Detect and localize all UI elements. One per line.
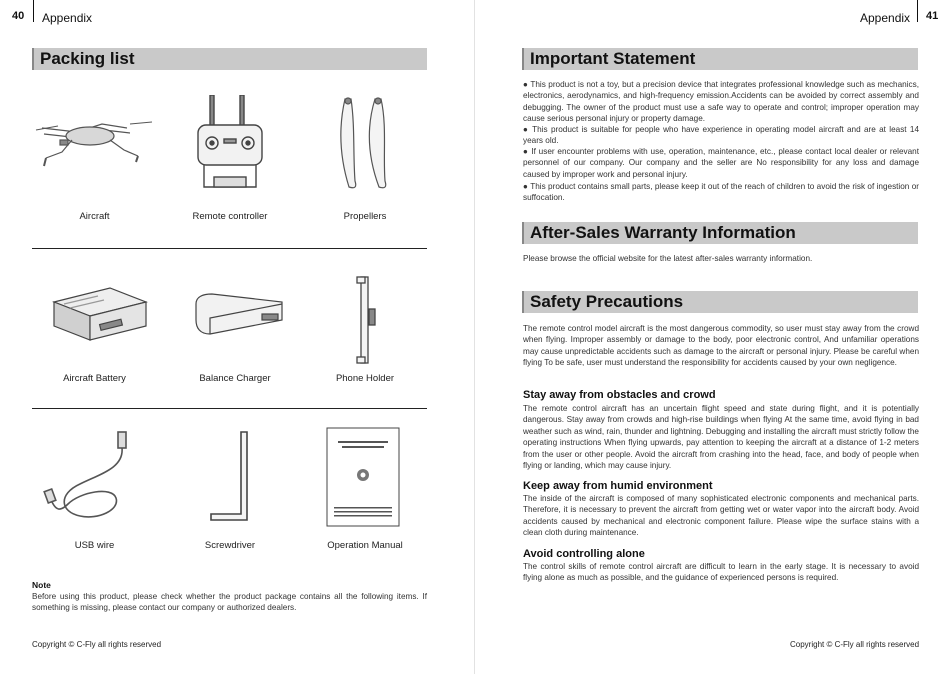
subheading-alone: Avoid controlling alone (523, 548, 645, 560)
header-title: Appendix (860, 11, 911, 25)
subheading-obstacles: Stay away from obstacles and crowd (523, 389, 716, 401)
obstacles-text: The remote control aircraft has an uncertain flight speed and state during flight, and it is potentially dangerous. Stay away from crowds and high-rise buildings when flying At the same time, avoid flying in bad weather such as wind, rain, thunder and lightning. Debugging and installing the aircraft must strictly follow the operating instructions When flying upwards, pay attention to keeping the aircraft at a distance of 1-2 meters from the user or other people. Avoid the aircraft from crashing into the head, face, and body of people when flying or landing, which may cause injury. (523, 404, 919, 471)
copyright: Copyright © C-Fly all rights reserved (790, 640, 920, 649)
manual-icon (326, 427, 400, 527)
page-number: 41 (926, 10, 939, 22)
header-rule (33, 0, 34, 22)
item-label-usb-wire: USB wire (74, 540, 115, 551)
header-title: Appendix (42, 11, 93, 25)
battery-icon (50, 282, 150, 352)
usb-wire-icon (40, 428, 150, 528)
important-para-1: ● This product is not a toy, but a precision device that integrates professional knowledge such as mechanics, electronics, aerodynamics, and high-frequency emission.Accidents can be avoided by correct assembly and debugging. The owner of the product must use a safe way to operate and control; improper operation may cause serious personal injury or property damage. (523, 80, 919, 124)
drone-icon (32, 100, 157, 170)
header-rule (917, 0, 918, 22)
remote-controller-icon (190, 95, 270, 195)
item-label-screwdriver: Screwdriver (204, 540, 256, 551)
subheading-humid: Keep away from humid environment (523, 480, 713, 492)
important-para-4: ● This product contains small parts, please keep it out of the reach of children to avoid the risk of ingestion or suffocation. (523, 182, 919, 203)
section-title-warranty: After-Sales Warranty Information (522, 222, 918, 244)
section-title-safety: Safety Precautions (522, 291, 918, 313)
important-para-2: ● This product is suitable for people who have experience in operating model aircraft and are at least 14 years old. (523, 125, 919, 146)
item-label-battery: Aircraft Battery (63, 373, 126, 384)
row-divider (32, 408, 427, 409)
item-label-operation-manual: Operation Manual (327, 540, 403, 551)
warranty-text: Please browse the official website for the latest after-sales warranty information. (523, 254, 813, 263)
section-title-packing-list: Packing list (32, 48, 427, 70)
alone-text: The control skills of remote control aircraft are difficult to learn in the early stage. It is necessary to avoid flying alone as much as possible, and the guidance of experienced persons is required. (523, 562, 919, 583)
charger-icon (190, 290, 290, 340)
phone-holder-icon (355, 275, 380, 365)
row-divider (32, 248, 427, 249)
item-label-aircraft: Aircraft (79, 211, 110, 222)
safety-intro: The remote control model aircraft is the most dangerous commodity, so user must stay away from the crowd when flying. Improper assembly or damage to the body, poor electronic control, And unfamiliar operations may cause unpredictable accidents such as damage to the aircraft or personal injury. Please be careful when flying To be safe, user must understand the responsibility for accidents caused by your own negligence. (523, 324, 919, 368)
item-label-charger: Balance Charger (199, 373, 271, 384)
item-label-phone-holder: Phone Holder (335, 373, 395, 384)
note-text: Before using this product, please check whether the product package contains all the following items. If something is missing, please contact our company or authorized dealers. (32, 592, 427, 613)
propellers-icon (335, 95, 395, 195)
item-label-propellers: Propellers (343, 211, 387, 222)
copyright: Copyright © C-Fly all rights reserved (32, 640, 162, 649)
important-para-3: ● If user encounter problems with use, operation, maintenance, etc., please contact local dealer or relevant personnel of our company. Our company and the seller are No responsibility for any loss and damage caused by improper work and personal injury. (523, 147, 919, 179)
note-title: Note (32, 580, 51, 590)
humid-text: The inside of the aircraft is composed of many sophisticated electronic components and mechanical parts. Therefore, it is necessary to prevent the aircraft from getting wet or water vapor into the aircraft body. Avoid accidents caused by mechanical and electronic component failure. Please wipe the surface stains with a clean cloth during maintenance. (523, 494, 919, 538)
item-label-remote-controller: Remote controller (192, 211, 268, 222)
screwdriver-icon (205, 430, 265, 525)
page-gutter (474, 0, 475, 674)
page-number: 40 (12, 10, 25, 22)
section-title-important: Important Statement (522, 48, 918, 70)
